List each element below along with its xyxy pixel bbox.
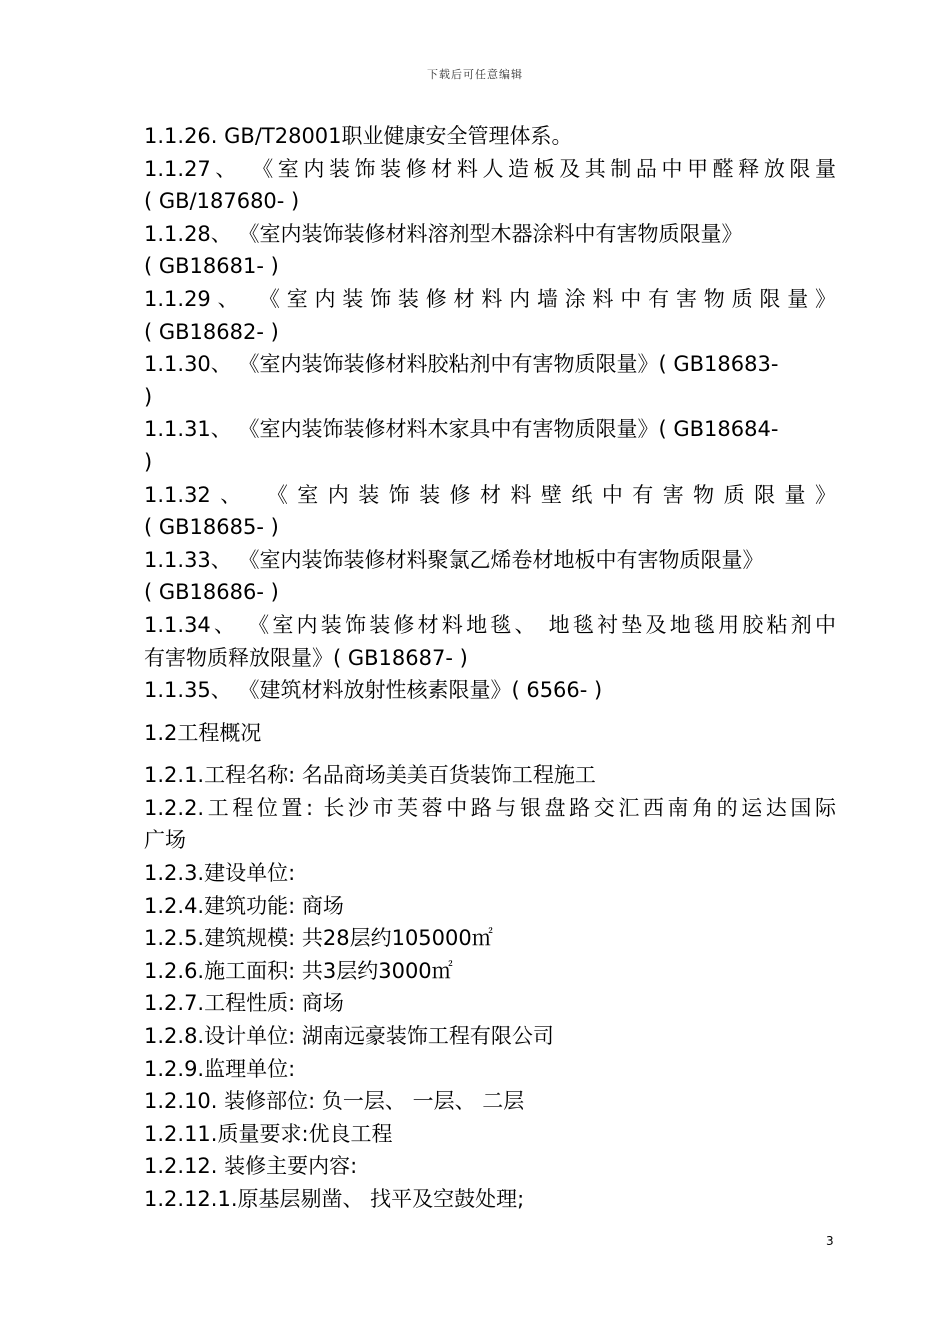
- project-overview-list: [144, 759, 836, 1215]
- overview-line-quality: 1.2.11.质量要求:优良工程: [144, 1121, 393, 1146]
- standard-line-28-code: ( GB18681- ): [144, 254, 279, 279]
- standard-line-28: 1.1.28、 《室内装饰装修材料溶剂型木器涂料中有害物质限量》: [144, 221, 743, 246]
- standard-line-27: 1.1.27、 《室内装饰装修材料人造板及其制品中甲醛释放限量: [144, 156, 836, 181]
- standard-line-34-cont: 有害物质释放限量》( GB18687- ): [144, 645, 468, 670]
- overview-line-supervisor: 1.2.9.监理单位:: [144, 1056, 296, 1081]
- document-body: [144, 120, 836, 1216]
- standard-line-26: 1.1.26. GB/T28001职业健康安全管理体系。: [144, 124, 573, 148]
- overview-line-nature: 1.2.7.工程性质: 商场: [144, 991, 344, 1016]
- standard-line-29: 1.1.29、 《室内装饰装修材料内墙涂料中有害物质限量》: [144, 286, 836, 311]
- overview-line-area: 1.2.6.施工面积: 共3层约3000㎡: [144, 958, 453, 983]
- overview-line-location-cont: 广场: [144, 828, 186, 853]
- overview-line-location: 1.2.2.工程位置: 长沙市芙蓉中路与银盘路交汇西南角的运达国际: [144, 795, 836, 820]
- page-header-note: 下载后可任意编辑: [427, 68, 523, 81]
- section-title: 1.2工程概况: [144, 720, 262, 745]
- standard-line-33: 1.1.33、 《室内装饰装修材料聚氯乙烯卷材地板中有害物质限量》: [144, 547, 764, 572]
- overview-line-decoration-areas: 1.2.10. 装修部位: 负一层、 一层、 二层: [144, 1089, 525, 1114]
- overview-line-content-item-1: 1.2.12.1.原基层剔凿、 找平及空鼓处理;: [144, 1187, 525, 1211]
- overview-line-main-content: 1.2.12. 装修主要内容:: [144, 1154, 358, 1179]
- section-spacer: [144, 749, 836, 759]
- overview-line-designer: 1.2.8.设计单位: 湖南远豪装饰工程有限公司: [144, 1024, 554, 1049]
- standard-line-33-code: ( GB18686- ): [144, 580, 279, 605]
- overview-line-name: 1.2.1.工程名称: 名品商场美美百货装饰工程施工: [144, 763, 596, 788]
- standard-line-30-close: ): [144, 384, 153, 409]
- standard-line-29-code: ( GB18682- ): [144, 319, 279, 344]
- standards-list: [144, 120, 836, 707]
- page-number: 3: [826, 1234, 834, 1248]
- standard-line-31-close: ): [144, 449, 153, 474]
- overview-line-scale: 1.2.5.建筑规模: 共28层约105000㎡: [144, 926, 493, 951]
- standard-line-32-code: ( GB18685- ): [144, 515, 279, 540]
- standard-line-31: 1.1.31、 《室内装饰装修材料木家具中有害物质限量》( GB18684-: [144, 417, 779, 442]
- standard-line-35: 1.1.35、 《建筑材料放射性核素限量》( 6566- ): [144, 678, 603, 703]
- standard-line-27-code: ( GB/187680- ): [144, 189, 300, 214]
- overview-line-function: 1.2.4.建筑功能: 商场: [144, 893, 344, 918]
- standard-line-32: 1.1.32、 《室内装饰装修材料壁纸中有害物质限量》: [144, 482, 836, 507]
- overview-line-builder: 1.2.3.建设单位:: [144, 861, 296, 886]
- standard-line-30: 1.1.30、 《室内装饰装修材料胶粘剂中有害物质限量》( GB18683-: [144, 352, 779, 377]
- section-spacer: [144, 707, 836, 717]
- standard-line-34: 1.1.34、 《室内装饰装修材料地毯、 地毯衬垫及地毯用胶粘剂中: [144, 612, 836, 637]
